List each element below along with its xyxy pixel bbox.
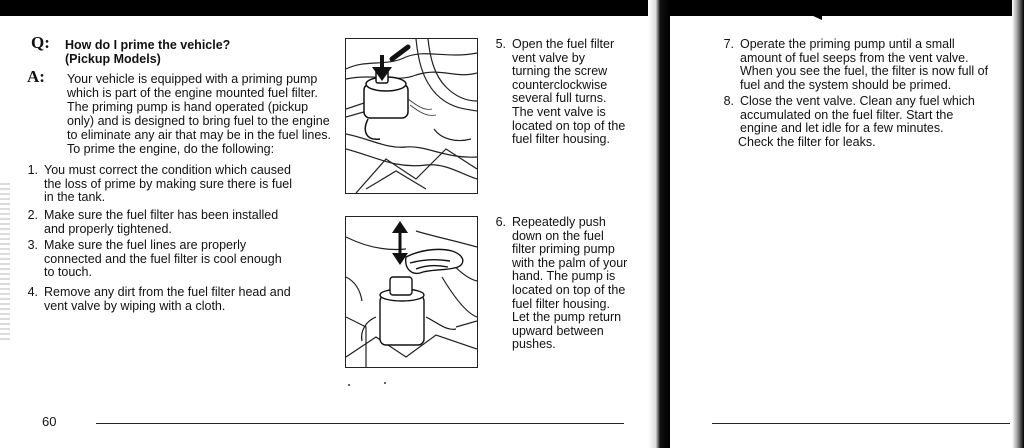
- step-number: 3.: [27, 238, 38, 252]
- step-line: turning the screw: [512, 64, 608, 79]
- step-line: engine and let idle for a few minutes.: [740, 121, 944, 136]
- answer-line: To prime the engine, do the following:: [67, 142, 275, 156]
- step-line: with the palm of your: [512, 255, 628, 270]
- step-line: fuel filter housing.: [512, 132, 610, 147]
- step-line: Remove any dirt from the fuel filter head and: [44, 285, 291, 299]
- step-line: vent valve by: [512, 50, 585, 65]
- answer-marker: A:: [27, 67, 45, 86]
- step-line: filter priming pump: [512, 242, 615, 257]
- vent-valve-screwdriver-illustration-icon: [345, 38, 478, 194]
- step-number: 5.: [495, 37, 506, 51]
- step-line: fuel filter housing.: [512, 296, 610, 311]
- step-line: When you see the fuel, the filter is now full of: [740, 64, 989, 79]
- answer-line: only) and is designed to bring fuel to the engine: [67, 114, 330, 128]
- step-number: 1.: [27, 163, 38, 177]
- footer-rule-left: [96, 423, 624, 424]
- step-line: The vent valve is: [512, 104, 606, 119]
- step-line: located on top of the: [512, 282, 626, 297]
- step-line: amount of fuel seeps from the vent valve.: [740, 50, 969, 65]
- step-line: fuel and the system should be primed.: [740, 77, 952, 92]
- step-line: pushes.: [512, 337, 556, 352]
- question-block: [31, 33, 335, 66]
- page-number: 60: [42, 414, 57, 429]
- step-number: 8.: [723, 94, 734, 108]
- footer-rule-right: [712, 423, 1010, 424]
- step-number: 7.: [723, 37, 734, 51]
- speck: [384, 382, 386, 384]
- step-number: 2.: [27, 208, 38, 222]
- question-subtitle: (Pickup Models): [65, 52, 161, 66]
- page-right-edge: [1012, 0, 1024, 448]
- step-line: Check the filter for leaks.: [738, 134, 876, 149]
- step-line: Open the fuel filter: [512, 37, 615, 51]
- step-line: hand. The pump is: [512, 269, 616, 284]
- step-line: Make sure the fuel lines are properly: [44, 238, 247, 252]
- answer-line: The priming pump is hand operated (pickup: [67, 100, 309, 114]
- vent-valve-drawing: [346, 39, 477, 193]
- step-line: Let the pump return: [512, 310, 622, 325]
- step-line: connected and the fuel filter is cool enough: [44, 251, 282, 266]
- answer-line: to eliminate any air that may be in the fuel lines.: [67, 128, 332, 142]
- step-line: in the tank.: [44, 190, 106, 205]
- step-line: several full turns.: [512, 91, 607, 106]
- page-top-edge: [0, 0, 1024, 16]
- step-line: located on top of the: [512, 118, 626, 133]
- step-line: to touch.: [44, 265, 92, 280]
- step-line: Close the vent valve. Clean any fuel which: [740, 94, 975, 108]
- answer-line: Your vehicle is equipped with a priming pump: [67, 72, 318, 86]
- speck: [348, 384, 350, 386]
- step-line: vent valve by wiping with a cloth.: [44, 298, 226, 313]
- page-left-edge: [0, 180, 10, 340]
- answer-block: [27, 67, 335, 156]
- step-line: Operate the priming pump until a small: [740, 37, 955, 51]
- step-line: counterclockwise: [512, 77, 608, 92]
- step-number: 6.: [495, 215, 506, 229]
- step-line: down on the fuel: [512, 228, 604, 243]
- step-line: You must correct the condition which caused: [44, 163, 291, 177]
- step-line: accumulated on the fuel filter. Start the: [740, 107, 954, 122]
- answer-line: which is part of the engine mounted fuel filter.: [67, 86, 318, 100]
- step-number: 4.: [27, 285, 38, 299]
- question-text: How do I prime the vehicle?: [65, 38, 231, 52]
- step-line: the loss of prime by making sure there is fuel: [44, 176, 293, 191]
- question-marker: Q:: [31, 33, 50, 52]
- step-line: Repeatedly push: [512, 215, 606, 229]
- hand-pump-drawing: [346, 217, 477, 367]
- step-line: Make sure the fuel filter has been installed: [44, 208, 279, 222]
- hand-pumping-primer-illustration-icon: [345, 216, 478, 368]
- step-line: upward between: [512, 323, 604, 338]
- book-gutter: [648, 0, 670, 448]
- step-line: and properly tightened.: [44, 221, 172, 236]
